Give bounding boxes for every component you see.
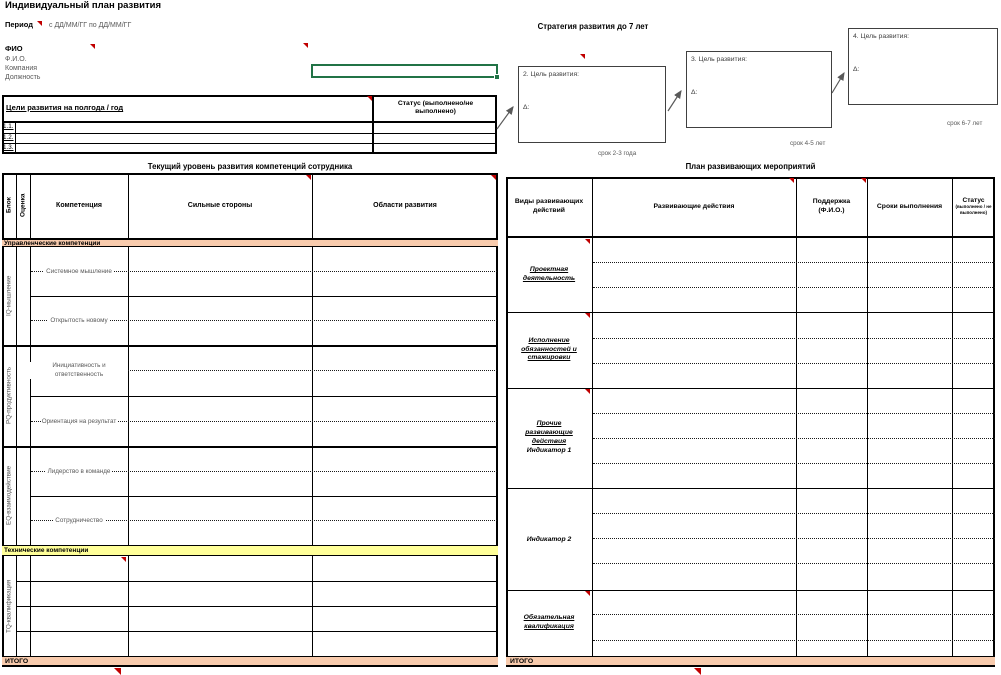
comment-marker-icon (585, 313, 590, 318)
fio-field-company: Компания (5, 65, 38, 72)
comment-marker-icon (90, 44, 95, 49)
fio-field-position: Должность (5, 74, 41, 81)
section-technical-band: Технические компетенции (2, 545, 498, 556)
col-header-strengths: Сильные стороны (187, 202, 253, 209)
competency-table-title: Текущий уровень развития компетенций сотрудника (147, 161, 353, 171)
goal-box-term: срок 2-3 года (598, 150, 637, 157)
grid-line (2, 133, 497, 134)
competency-name: Ориентация на результат (41, 417, 117, 425)
plan-total-band: ИТОГО (506, 656, 995, 665)
fill-line (593, 513, 995, 514)
comment-marker-icon (789, 178, 794, 183)
comment-marker-icon (121, 557, 126, 562)
col-header-actions: Развивающие действия (653, 203, 735, 210)
strategy-arrow (668, 91, 681, 111)
fill-line (593, 614, 995, 615)
comment-marker-icon (303, 43, 308, 48)
competency-total-band: ИТОГО (2, 656, 498, 665)
col-header-support: Поддержка (Ф.И.О.) (812, 198, 851, 214)
period-label: Период (5, 20, 33, 29)
comment-marker-icon (491, 175, 496, 180)
goal-box-delta: Δ: (853, 66, 860, 73)
fill-line (593, 262, 995, 263)
goal-box-term: срок 6-7 лет (947, 120, 983, 127)
comment-marker-icon (694, 668, 701, 675)
grid-line (16, 581, 498, 582)
grid-line (2, 121, 497, 123)
block-label-iq: IQ-мышление (5, 275, 13, 317)
comment-marker-icon (585, 239, 590, 244)
fill-line (593, 463, 995, 464)
comment-marker-icon (114, 668, 121, 675)
grid-line (952, 177, 953, 656)
fill-line (593, 338, 995, 339)
goal-row-label: 1.2. (3, 134, 14, 141)
competency-name: Лидерство в команде (47, 467, 111, 475)
goals-title: Цели развития на полгода / год (6, 103, 124, 112)
fill-line (593, 640, 995, 641)
fio-header: ФИО (5, 44, 23, 53)
competency-name: Системное мышление (46, 268, 112, 275)
fill-line (593, 538, 995, 539)
competency-name: Сотрудничество (55, 517, 103, 524)
grid-line (2, 143, 497, 144)
col-header-score: Оценка (19, 193, 27, 218)
competency-name: Инициативность и ответственность (30, 345, 128, 396)
category-project: Проектная деятельность (522, 266, 576, 282)
grid-line (15, 123, 16, 154)
grid-line (867, 177, 868, 656)
block-label-tq: TQ-квалификация (5, 579, 13, 633)
goal-box-label: 2. Цель развития: (523, 71, 580, 78)
goal-box-label: 4. Цель развития: (853, 33, 910, 40)
col-header-growth: Области развития (373, 202, 437, 209)
strategy-goal-box-2 (518, 66, 666, 143)
goal-row-label: 1.1. (3, 123, 14, 130)
goal-box-delta: Δ: (523, 104, 530, 111)
category-other: Прочие развивающие действия Индикатор 1 (525, 420, 573, 454)
comment-marker-icon (580, 54, 585, 59)
grid-line (16, 606, 498, 607)
fill-line (593, 563, 995, 564)
comment-marker-icon (585, 389, 590, 394)
comment-marker-icon (37, 21, 42, 26)
block-label-eq: EQ-взаимодействие (5, 465, 13, 526)
category-indicator2: Индикатор 2 (526, 535, 572, 543)
category-duties: Исполнение обязанностей и стажировки (521, 336, 577, 362)
status-header-sub: (выполнено / не выполнено) (955, 204, 992, 215)
col-header-status (952, 177, 995, 236)
comment-marker-icon (306, 175, 311, 180)
selection-fill-handle[interactable] (494, 74, 500, 80)
category-mandatory: Обязательная квалификация (523, 614, 575, 630)
fill-line (593, 363, 995, 364)
comment-marker-icon (585, 591, 590, 596)
comment-marker-icon (861, 178, 866, 183)
strategy-goal-box-4 (848, 28, 998, 105)
grid-line (796, 177, 797, 656)
selected-cell[interactable] (311, 64, 498, 78)
strategy-title: Стратегия развития до 7 лет (537, 21, 649, 31)
strategy-goal-box-3 (686, 51, 832, 128)
strategy-arrow (832, 73, 844, 93)
goal-row-label: 1.3. (3, 144, 14, 151)
page-title: Индивидуальный план развития (5, 0, 161, 11)
grid-line (592, 177, 593, 656)
competency-name: Открытость новому (50, 317, 108, 324)
block-label-pq: PQ-продуктивность (5, 366, 13, 425)
fill-line (593, 287, 995, 288)
grid-line (16, 631, 498, 632)
col-header-block: Блок (5, 197, 13, 214)
plan-table-title: План развивающих мероприятий (685, 161, 816, 171)
fill-line (593, 413, 995, 414)
section-management-band: Управленческие компетенции (2, 238, 498, 247)
goals-status-header: Статус (выполнено/не выполнено) (397, 99, 474, 115)
goal-box-label: 3. Цель развития: (691, 56, 748, 63)
col-header-action-types: Виды развивающих действий (514, 198, 584, 214)
period-value: с ДД/ММ/ГГ по ДД/ММ/ГГ (49, 22, 132, 29)
status-header-main: Статус (962, 197, 985, 205)
col-header-competency: Компетенция (56, 202, 102, 209)
goal-box-term: срок 4-5 лет (790, 140, 826, 147)
fio-field-name: Ф.И.О. (5, 56, 27, 63)
fill-line (593, 438, 995, 439)
goal-box-delta: Δ: (691, 89, 698, 96)
strategy-arrow (497, 107, 513, 129)
comment-marker-icon (367, 96, 372, 101)
col-header-deadline: Сроки выполнения (876, 203, 943, 210)
